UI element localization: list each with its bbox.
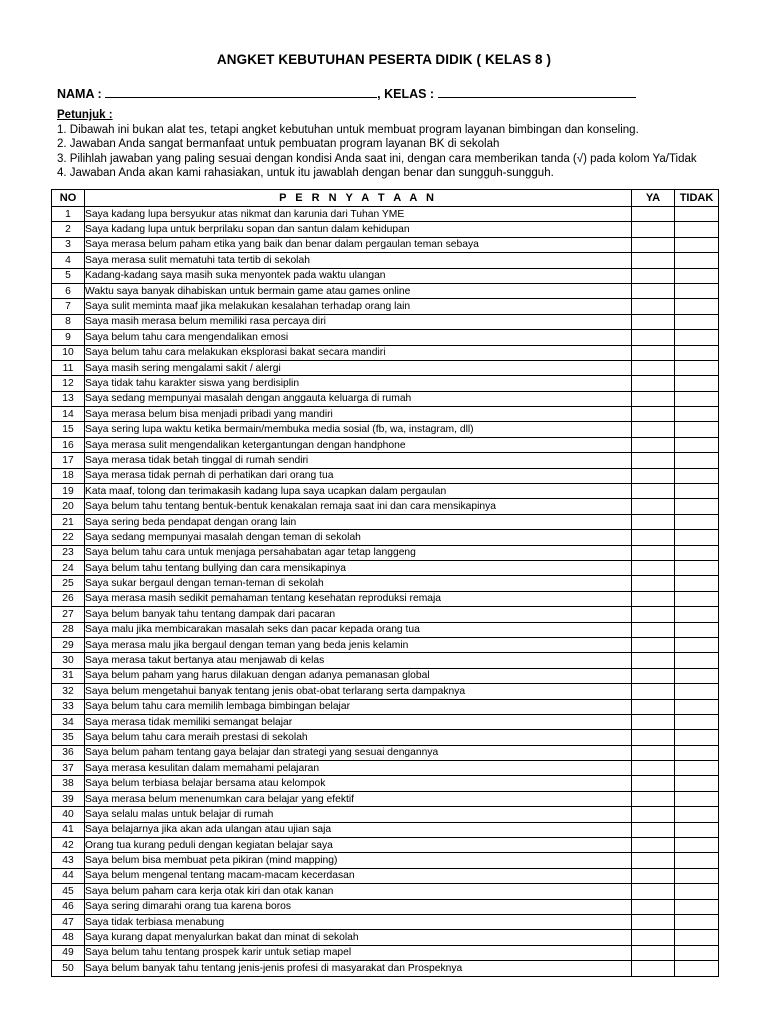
answer-cell-yes[interactable] — [632, 560, 675, 575]
answer-cell-yes[interactable] — [632, 822, 675, 837]
answer-cell-yes[interactable] — [632, 222, 675, 237]
class-field[interactable] — [438, 86, 636, 98]
row-number: 16 — [52, 437, 85, 452]
answer-cell-no[interactable] — [675, 791, 719, 806]
header-statement: P E R N Y A T A A N — [85, 190, 632, 207]
row-number: 43 — [52, 853, 85, 868]
answer-cell-no[interactable] — [675, 422, 719, 437]
table-row — [52, 961, 719, 976]
answer-cell-no[interactable] — [675, 899, 719, 914]
answer-cell-yes[interactable] — [632, 853, 675, 868]
row-number: 48 — [52, 930, 85, 945]
row-number: 9 — [52, 330, 85, 345]
row-number: 28 — [52, 622, 85, 637]
table-row — [52, 237, 719, 252]
table-row — [52, 437, 719, 452]
answer-cell-no[interactable] — [675, 268, 719, 283]
answer-cell-yes[interactable] — [632, 761, 675, 776]
row-statement: Saya merasa belum paham etika yang baik dan benar dalam pergaulan teman sebaya — [85, 237, 632, 252]
row-statement: Saya sulit meminta maaf jika melakukan kesalahan terhadap orang lain — [85, 299, 632, 314]
instructions — [57, 108, 697, 181]
row-number: 40 — [52, 807, 85, 822]
table-row — [52, 514, 719, 529]
row-statement: Saya belum paham tentang gaya belajar dan strategi yang sesuai dengannya — [85, 745, 632, 760]
answer-cell-no[interactable] — [675, 207, 719, 222]
answer-cell-yes[interactable] — [632, 345, 675, 360]
row-number: 6 — [52, 283, 85, 298]
table-row — [52, 853, 719, 868]
row-statement: Saya sering beda pendapat dengan orang lain — [85, 514, 632, 529]
table-row — [52, 376, 719, 391]
table-row — [52, 407, 719, 422]
table-row — [52, 253, 719, 268]
answer-cell-yes[interactable] — [632, 330, 675, 345]
answer-cell-no[interactable] — [675, 807, 719, 822]
row-number: 25 — [52, 576, 85, 591]
answer-cell-yes[interactable] — [632, 945, 675, 960]
row-number: 10 — [52, 345, 85, 360]
row-statement: Saya belum tahu cara memilih lembaga bimbingan belajar — [85, 699, 632, 714]
answer-cell-no[interactable] — [675, 884, 719, 899]
row-number: 13 — [52, 391, 85, 406]
answer-cell-no[interactable] — [675, 484, 719, 499]
answer-cell-no[interactable] — [675, 453, 719, 468]
row-number: 32 — [52, 684, 85, 699]
answer-cell-yes[interactable] — [632, 653, 675, 668]
table-row — [52, 945, 719, 960]
answer-cell-no[interactable] — [675, 545, 719, 560]
row-statement: Saya sukar bergaul dengan teman-teman di sekolah — [85, 576, 632, 591]
answer-cell-yes[interactable] — [632, 930, 675, 945]
row-statement: Saya masih merasa belum memiliki rasa percaya diri — [85, 314, 632, 329]
table-row — [52, 422, 719, 437]
row-statement: Saya masih sering mengalami sakit / alergi — [85, 360, 632, 375]
table-row — [52, 730, 719, 745]
row-number: 36 — [52, 745, 85, 760]
table-row — [52, 560, 719, 575]
answer-cell-yes[interactable] — [632, 868, 675, 883]
answer-cell-no[interactable] — [675, 607, 719, 622]
table-row — [52, 268, 719, 283]
answer-cell-no[interactable] — [675, 914, 719, 929]
table-row — [52, 637, 719, 652]
table-row — [52, 714, 719, 729]
answer-cell-yes[interactable] — [632, 545, 675, 560]
row-statement: Saya belum tahu tentang bentuk-bentuk kenakalan remaja saat ini dan cara mensikapinya — [85, 499, 632, 514]
row-statement: Saya merasa belum menenumkan cara belajar yang efektif — [85, 791, 632, 806]
table-row — [52, 484, 719, 499]
answer-cell-no[interactable] — [675, 945, 719, 960]
header-no-answer: TIDAK — [675, 190, 719, 207]
answer-cell-yes[interactable] — [632, 668, 675, 683]
row-statement: Orang tua kurang peduli dengan kegiatan belajar saya — [85, 838, 632, 853]
answer-cell-no[interactable] — [675, 222, 719, 237]
answer-cell-yes[interactable] — [632, 299, 675, 314]
row-number: 26 — [52, 591, 85, 606]
row-number: 35 — [52, 730, 85, 745]
table-row — [52, 299, 719, 314]
table-row — [52, 761, 719, 776]
row-number: 17 — [52, 453, 85, 468]
answer-cell-yes[interactable] — [632, 961, 675, 976]
answer-cell-yes[interactable] — [632, 745, 675, 760]
row-statement: Saya selalu malas untuk belajar di rumah — [85, 807, 632, 822]
row-number: 23 — [52, 545, 85, 560]
answer-cell-no[interactable] — [675, 637, 719, 652]
answer-cell-yes[interactable] — [632, 207, 675, 222]
answer-cell-no[interactable] — [675, 668, 719, 683]
answer-cell-yes[interactable] — [632, 268, 675, 283]
row-statement: Saya sering lupa waktu ketika bermain/membuka media sosial (fb, wa, instagram, dll) — [85, 422, 632, 437]
row-statement: Saya merasa tidak betah tinggal di rumah sendiri — [85, 453, 632, 468]
row-statement: Saya belum tahu tentang prospek karir untuk setiap mapel — [85, 945, 632, 960]
row-number: 34 — [52, 714, 85, 729]
row-statement: Saya merasa belum bisa menjadi pribadi yang mandiri — [85, 407, 632, 422]
answer-cell-yes[interactable] — [632, 884, 675, 899]
row-number: 18 — [52, 468, 85, 483]
answer-cell-no[interactable] — [675, 622, 719, 637]
row-statement: Saya tidak tahu karakter siswa yang berdisiplin — [85, 376, 632, 391]
row-number: 44 — [52, 868, 85, 883]
row-statement: Saya tidak terbiasa menabung — [85, 914, 632, 929]
row-number: 21 — [52, 514, 85, 529]
table-row — [52, 930, 719, 945]
answer-cell-no[interactable] — [675, 730, 719, 745]
answer-cell-no[interactable] — [675, 699, 719, 714]
answer-cell-yes[interactable] — [632, 607, 675, 622]
answer-cell-yes[interactable] — [632, 714, 675, 729]
row-statement: Saya belum mengetahui banyak tentang jenis obat-obat terlarang serta dampaknya — [85, 684, 632, 699]
row-number: 50 — [52, 961, 85, 976]
row-statement: Saya merasa kesulitan dalam memahami pelajaran — [85, 761, 632, 776]
row-statement: Saya merasa masih sedikit pemahaman tentang kesehatan reproduksi remaja — [85, 591, 632, 606]
answer-cell-no[interactable] — [675, 853, 719, 868]
table-row — [52, 545, 719, 560]
table-row — [52, 914, 719, 929]
row-statement: Waktu saya banyak dihabiskan untuk bermain game atau games online — [85, 283, 632, 298]
table-row — [52, 776, 719, 791]
table-row — [52, 207, 719, 222]
answer-cell-yes[interactable] — [632, 576, 675, 591]
answer-cell-yes[interactable] — [632, 591, 675, 606]
row-number: 11 — [52, 360, 85, 375]
row-statement: Saya sedang mempunyai masalah dengan anggauta keluarga di rumah — [85, 391, 632, 406]
row-number: 42 — [52, 838, 85, 853]
table-row — [52, 838, 719, 853]
answer-cell-no[interactable] — [675, 253, 719, 268]
answer-cell-no[interactable] — [675, 745, 719, 760]
row-number: 2 — [52, 222, 85, 237]
answer-cell-no[interactable] — [675, 345, 719, 360]
row-number: 4 — [52, 253, 85, 268]
name-field[interactable] — [105, 86, 377, 98]
row-number: 3 — [52, 237, 85, 252]
row-statement: Saya belum banyak tahu tentang jenis-jenis profesi di masyarakat dan Prospeknya — [85, 961, 632, 976]
class-label: , KELAS : — [377, 87, 438, 101]
answer-cell-no[interactable] — [675, 591, 719, 606]
answer-cell-no[interactable] — [675, 530, 719, 545]
table-row — [52, 822, 719, 837]
answer-cell-yes[interactable] — [632, 807, 675, 822]
answer-cell-yes[interactable] — [632, 468, 675, 483]
questionnaire-table — [51, 189, 719, 977]
answer-cell-no[interactable] — [675, 776, 719, 791]
answer-cell-no[interactable] — [675, 930, 719, 945]
row-statement: Saya belum tahu tentang bullying dan cara mensikapinya — [85, 560, 632, 575]
table-body — [52, 207, 719, 977]
row-statement: Saya kurang dapat menyalurkan bakat dan minat di sekolah — [85, 930, 632, 945]
answer-cell-yes[interactable] — [632, 622, 675, 637]
row-number: 7 — [52, 299, 85, 314]
answer-cell-yes[interactable] — [632, 314, 675, 329]
table-row — [52, 576, 719, 591]
row-number: 5 — [52, 268, 85, 283]
table-row — [52, 453, 719, 468]
row-statement: Saya kadang lupa bersyukur atas nikmat dan karunia dari Tuhan YME — [85, 207, 632, 222]
answer-cell-yes[interactable] — [632, 514, 675, 529]
row-statement: Saya sering dimarahi orang tua karena boros — [85, 899, 632, 914]
row-number: 22 — [52, 530, 85, 545]
answer-cell-yes[interactable] — [632, 453, 675, 468]
answer-cell-yes[interactable] — [632, 791, 675, 806]
row-number: 14 — [52, 407, 85, 422]
row-number: 29 — [52, 637, 85, 652]
answer-cell-yes[interactable] — [632, 637, 675, 652]
answer-cell-no[interactable] — [675, 468, 719, 483]
table-row — [52, 468, 719, 483]
answer-cell-yes[interactable] — [632, 237, 675, 252]
row-number: 41 — [52, 822, 85, 837]
answer-cell-no[interactable] — [675, 283, 719, 298]
answer-cell-yes[interactable] — [632, 730, 675, 745]
answer-cell-no[interactable] — [675, 314, 719, 329]
row-statement: Saya merasa sulit mematuhi tata tertib di sekolah — [85, 253, 632, 268]
row-statement: Saya belajarnya jika akan ada ulangan atau ujian saja — [85, 822, 632, 837]
answer-cell-no[interactable] — [675, 407, 719, 422]
answer-cell-no[interactable] — [675, 868, 719, 883]
row-statement: Saya belum tahu cara mengendalikan emosi — [85, 330, 632, 345]
row-statement: Saya merasa sulit mengendalikan ketergantungan dengan handphone — [85, 437, 632, 452]
instructions-heading: Petunjuk : — [57, 109, 113, 121]
table-row — [52, 653, 719, 668]
table-row — [52, 745, 719, 760]
row-number: 39 — [52, 791, 85, 806]
instruction-item: 2. Jawaban Anda sangat bermanfaat untuk pembuatan program layanan BK di sekolah — [57, 138, 500, 151]
row-statement: Saya sedang mempunyai masalah dengan teman di sekolah — [85, 530, 632, 545]
identity-line — [57, 86, 636, 101]
answer-cell-no[interactable] — [675, 360, 719, 375]
row-number: 45 — [52, 884, 85, 899]
row-number: 38 — [52, 776, 85, 791]
row-statement: Saya belum paham cara kerja otak kiri dan otak kanan — [85, 884, 632, 899]
row-statement: Saya belum mengenal tentang macam-macam kecerdasan — [85, 868, 632, 883]
answer-cell-yes[interactable] — [632, 437, 675, 452]
answer-cell-no[interactable] — [675, 838, 719, 853]
table-row — [52, 607, 719, 622]
row-number: 15 — [52, 422, 85, 437]
header-no: NO — [52, 190, 85, 207]
row-number: 8 — [52, 314, 85, 329]
row-statement: Saya belum paham yang harus dilakuan dengan adanya pemanasan global — [85, 668, 632, 683]
row-number: 27 — [52, 607, 85, 622]
row-statement: Saya kadang lupa untuk berprilaku sopan dan santun dalam kehidupan — [85, 222, 632, 237]
table-row — [52, 668, 719, 683]
table-row — [52, 345, 719, 360]
answer-cell-no[interactable] — [675, 684, 719, 699]
answer-cell-yes[interactable] — [632, 684, 675, 699]
row-statement: Saya belum terbiasa belajar bersama atau kelompok — [85, 776, 632, 791]
answer-cell-no[interactable] — [675, 330, 719, 345]
instruction-item: 4. Jawaban Anda akan kami rahasiakan, untuk itu jawablah dengan benar dan sungguh-sungguh. — [57, 167, 554, 180]
answer-cell-yes[interactable] — [632, 899, 675, 914]
row-number: 31 — [52, 668, 85, 683]
answer-cell-yes[interactable] — [632, 422, 675, 437]
answer-cell-yes[interactable] — [632, 253, 675, 268]
table-row — [52, 222, 719, 237]
row-statement: Saya belum tahu cara melakukan eksplorasi bakat secara mandiri — [85, 345, 632, 360]
answer-cell-no[interactable] — [675, 576, 719, 591]
table-row — [52, 622, 719, 637]
row-number: 47 — [52, 914, 85, 929]
answer-cell-no[interactable] — [675, 653, 719, 668]
row-number: 30 — [52, 653, 85, 668]
row-number: 33 — [52, 699, 85, 714]
answer-cell-yes[interactable] — [632, 914, 675, 929]
row-statement: Saya belum bisa membuat peta pikiran (mind mapping) — [85, 853, 632, 868]
answer-cell-yes[interactable] — [632, 499, 675, 514]
answer-cell-no[interactable] — [675, 299, 719, 314]
table-row — [52, 391, 719, 406]
row-statement: Kata maaf, tolong dan terimakasih kadang lupa saya ucapkan dalam pergaulan — [85, 484, 632, 499]
row-number: 46 — [52, 899, 85, 914]
answer-cell-yes[interactable] — [632, 776, 675, 791]
row-number: 19 — [52, 484, 85, 499]
table-row — [52, 499, 719, 514]
table-row — [52, 591, 719, 606]
instruction-item: 3. Pilihlah jawaban yang paling sesuai dengan kondisi Anda saat ini, dengan cara memberikan tanda (√) pada kolom Ya/Tidak — [57, 152, 697, 165]
row-statement: Saya merasa tidak memiliki semangat belajar — [85, 714, 632, 729]
row-number: 12 — [52, 376, 85, 391]
table-header-row — [52, 190, 719, 207]
answer-cell-yes[interactable] — [632, 360, 675, 375]
answer-cell-no[interactable] — [675, 499, 719, 514]
answer-cell-yes[interactable] — [632, 283, 675, 298]
table-row — [52, 807, 719, 822]
name-label: NAMA : — [57, 87, 106, 101]
table-row — [52, 314, 719, 329]
table-row — [52, 283, 719, 298]
row-number: 49 — [52, 945, 85, 960]
answer-cell-no[interactable] — [675, 961, 719, 976]
answer-cell-no[interactable] — [675, 822, 719, 837]
answer-cell-no[interactable] — [675, 714, 719, 729]
answer-cell-no[interactable] — [675, 761, 719, 776]
answer-cell-no[interactable] — [675, 376, 719, 391]
row-statement: Saya merasa malu jika bergaul dengan teman yang beda jenis kelamin — [85, 637, 632, 652]
header-yes: YA — [632, 190, 675, 207]
row-statement: Saya merasa takut bertanya atau menjawab di kelas — [85, 653, 632, 668]
answer-cell-no[interactable] — [675, 560, 719, 575]
row-statement: Saya malu jika membicarakan masalah seks dan pacar kepada orang tua — [85, 622, 632, 637]
answer-cell-no[interactable] — [675, 237, 719, 252]
table-row — [52, 684, 719, 699]
answer-cell-yes[interactable] — [632, 530, 675, 545]
row-number: 1 — [52, 207, 85, 222]
row-number: 24 — [52, 560, 85, 575]
answer-cell-yes[interactable] — [632, 391, 675, 406]
answer-cell-yes[interactable] — [632, 699, 675, 714]
table-row — [52, 884, 719, 899]
row-number: 20 — [52, 499, 85, 514]
answer-cell-yes[interactable] — [632, 376, 675, 391]
answer-cell-no[interactable] — [675, 514, 719, 529]
row-number: 37 — [52, 761, 85, 776]
table-row — [52, 530, 719, 545]
table-row — [52, 330, 719, 345]
row-statement: Kadang-kadang saya masih suka menyontek pada waktu ulangan — [85, 268, 632, 283]
table-row — [52, 868, 719, 883]
table-row — [52, 699, 719, 714]
row-statement: Saya belum tahu cara untuk menjaga persahabatan agar tetap langgeng — [85, 545, 632, 560]
table-row — [52, 899, 719, 914]
answer-cell-no[interactable] — [675, 437, 719, 452]
row-statement: Saya merasa tidak pernah di perhatikan dari orang tua — [85, 468, 632, 483]
document-title: ANGKET KEBUTUHAN PESERTA DIDIK ( KELAS 8 ) — [216, 52, 552, 67]
answer-cell-no[interactable] — [675, 391, 719, 406]
table-row — [52, 360, 719, 375]
row-statement: Saya belum tahu cara meraih prestasi di sekolah — [85, 730, 632, 745]
answer-cell-yes[interactable] — [632, 484, 675, 499]
answer-cell-yes[interactable] — [632, 407, 675, 422]
answer-cell-yes[interactable] — [632, 838, 675, 853]
row-statement: Saya belum banyak tahu tentang dampak dari pacaran — [85, 607, 632, 622]
instruction-item: 1. Dibawah ini bukan alat tes, tetapi angket kebutuhan untuk membuat program layanan bimbingan dan konseling. — [57, 123, 639, 136]
table-row — [52, 791, 719, 806]
